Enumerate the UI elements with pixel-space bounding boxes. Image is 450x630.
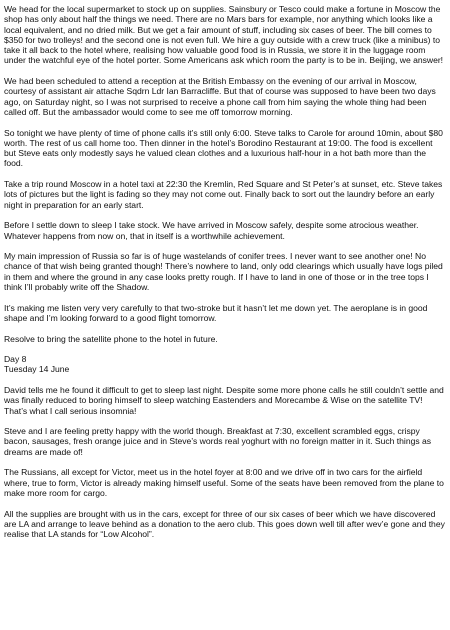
day-number: Day 8 [4,354,27,365]
paragraph-impression-russia: My main impression of Russia so far is of huge wastelands of conifer trees. I never want to see another one! No chance of that wish being granted though! There’s nowhere to land, only odd clearings which usually have logs piled in them and where the ground in any case looks pretty rough. If I have to land in one of those or in the tree tops I think I’ll probably write off the Shadow. [4,251,443,293]
day-heading [4,354,446,375]
paragraph-insomnia: David tells me he found it difficult to get to sleep last night. Despite some more phone calls he still couldn’t settle and was finally reduced to boring himself to sleep watching Eastenders and Morecambe & Wise on the satellite TV! That’s what I call serious insomnia! [4,384,444,416]
paragraph-supermarket: We head for the local supermarket to stock up on supplies. Sainsbury or Tesco could make a fortune in Moscow the shop has only about half the things we need. There are no Mars bars for example, nor anything which looks like a local equivalent, and no dried milk. But we get a fair amount of stuff, including six cases of beer. The bill comes to $350 for two trolleys! and the second one is not even full. We hire a guy outside with a crew truck (like a minibus) to take it all back to the hotel where, realising how valuable good food is in Russia, we store it in the luggage room under the watchful eye of the hotel porter. Some Americans ask which room the party is to be in. Beijing, we answer! [4,4,444,66]
paragraph-two-stroke: It’s making me listen very very carefully to that two-stroke but it hasn’t let me down yet. The aeroplane is in good shape and I’m looking forward to a good flight tomorrow. [4,302,428,323]
paragraph-phone-calls-dinner: So tonight we have plenty of time of phone calls it’s still only 6:00. Steve talks to Carole for around 10min, about $80 worth. The rest of us call home too. Then dinner in the hotel’s Borodino Restaurant at 19:00. The food is excellent but Steve eats only modestly says he valued clean clothes and a luxurious half-hour in a hot bath more than the food. [4,127,443,169]
day-date: Tuesday 14 June [4,364,70,375]
paragraph-breakfast: Steve and I are feeling pretty happy with the world though. Breakfast at 7:30, excellent scrambled eggs, crispy bacon, sausages, fresh orange juice and in Steve’s words real yoghurt with no foreign matter in it. Such things as dreams are made of! [4,426,432,457]
paragraph-supplies-beer: All the supplies are brought with us in the cars, except for three of our six cases of beer which we have discovered are LA and arrange to leave behind as a donation to the aero club. This goes down well till after wev’e gone and they realise that LA stands for “Low Alcohol”. [4,508,445,540]
paragraph-airfield: The Russians, all except for Victor, meet us in the hotel foyer at 8:00 and we drive off in two cars for the airfield where, true to form, Victor is already making himself useful. Some of the seats have been removed from the plane to make more room for cargo. [4,467,444,498]
paragraph-embassy-reception: We had been scheduled to attend a reception at the British Embassy on the evening of our arrival in Moscow, courtesy of assistant air attache Sqdrn Ldr Ian Barracliffe. But that of course was supposed to have been two days ago, on Saturday night, so I was not surprised to receive a phone call from him saying the whole thing had been called off. But the ambassador would come to see me off tomorrow morning. [4,76,436,117]
paragraph-take-stock: Before I settle down to sleep I take stock. We have arrived in Moscow safely, despite some atrocious weather. Whatever happens from now on, that in itself is a worthwhile achievement. [4,220,419,241]
paragraph-satellite-phone: Resolve to bring the satellite phone to the hotel in future. [4,333,218,344]
paragraph-taxi-trip: Take a trip round Moscow in a hotel taxi at 22:30 the Kremlin, Red Square and St Peter’s at sunset, etc. Steve takes lots of pictures but the light is fading so they may not come out. Finally back to sort out the laundry before an early night in preparation for an early start. [4,179,443,210]
